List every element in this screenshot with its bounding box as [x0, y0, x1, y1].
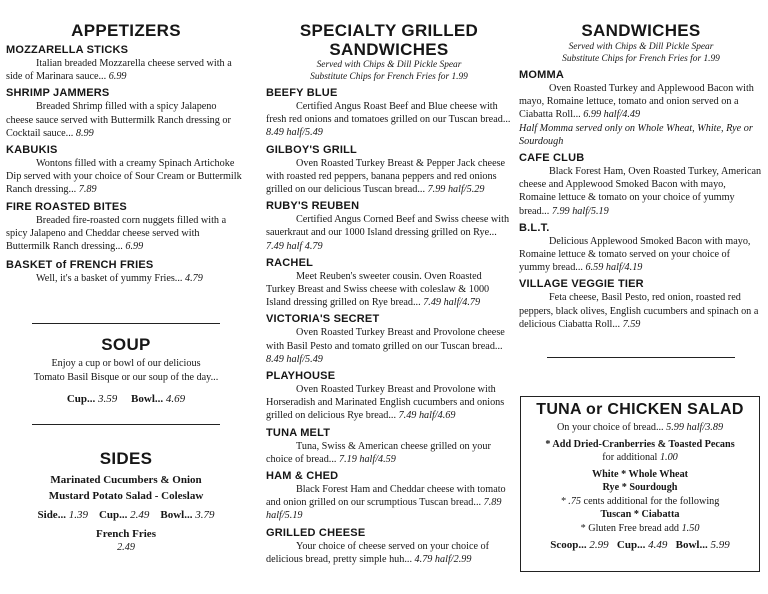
sides-fries: French Fries: [96, 527, 156, 540]
menu-item: [519, 222, 763, 275]
item-price: 7.49 half 4.79: [266, 240, 323, 252]
item-name: RUBY'S REUBEN: [266, 200, 360, 213]
salad-bread: White * Whole Wheat: [591, 468, 689, 480]
salad-gluten: * Gluten Free bread add 1.50: [580, 522, 700, 534]
item-desc: Black Forest Ham and Cheddar cheese with tomato and onion grilled on our scrumptious Tuscan bread... 7.89 half/5.19: [266, 484, 506, 522]
item-price: 7.59: [622, 318, 641, 330]
item-desc: Well, it's a basket of yummy Fries... 4.79: [36, 273, 203, 285]
salad-line: On your choice of bread... 5.99 half/3.89: [556, 422, 724, 433]
item-price: 7.99 half/5.19: [551, 205, 609, 217]
item-price: 6.99: [125, 241, 144, 253]
column-left: [6, 0, 246, 554]
item-desc: Your choice of cheese served on your choice of delicious bread, pretty simple huh... 4.79 half/2.99: [266, 540, 490, 565]
soup-desc: Enjoy a cup or bowl of our delicious Tomato Basil Bisque or our soup of the day...: [33, 358, 219, 383]
salad-prices: Scoop... 2.99 Cup... 4.49 Bowl... 5.99: [550, 539, 730, 551]
menu-item: [266, 527, 512, 566]
item-price: 6.99 half/4.49: [583, 109, 641, 121]
salad-box: [520, 396, 760, 572]
sides-fries-price: 2.49: [117, 541, 135, 553]
salad-extra: * .75 cents additional for the following: [560, 495, 720, 507]
item-desc: Oven Roasted Turkey Breast and Provolone cheese with Basil Pesto and tomato grilled on our Tuscan bread... 8.49 half/5.49: [266, 327, 505, 365]
item-price: 7.89 half/5.19: [266, 497, 502, 522]
item-name: VICTORIA'S SECRET: [266, 313, 380, 326]
salad-addon-price: for additional 1.00: [602, 452, 678, 463]
column-right: [519, 0, 763, 358]
item-name: CAFE CLUB: [519, 152, 585, 165]
menu-item: [266, 313, 512, 366]
sandwiches-title: SANDWICHES: [581, 21, 701, 40]
item-name: BASKET of FRENCH FRIES: [6, 259, 154, 272]
salad-title: TUNA or CHICKEN SALAD: [536, 401, 744, 418]
sides-line: Mustard Potato Salad - Coleslaw: [48, 490, 204, 503]
specialty-title: SPECIALTY GRILLED SANDWICHES: [299, 21, 479, 59]
item-desc: Feta cheese, Basil Pesto, red onion, roasted red peppers, black olives, English cucumbers and spinach on a delicious Ciabatta Roll... 7.59: [519, 292, 759, 330]
item-name: GRILLED CHEESE: [266, 526, 366, 539]
item-desc: Wontons filled with a creamy Spinach Artichoke Dip served with your choice of Sour Cream or Buttermilk Ranch dressing... 7.89: [6, 158, 242, 196]
item-name: TUNA MELT: [266, 426, 331, 439]
item-desc: Italian breaded Mozzarella cheese served with a side of Marinara sauce... 6.99: [6, 58, 232, 83]
menu-item: [266, 144, 512, 197]
sides-title: SIDES: [99, 449, 153, 469]
menu-item: [519, 152, 763, 218]
item-desc: Black Forest Ham, Oven Roasted Turkey, American cheese and Applewood Smoked Bacon with mayo, Romaine lettuce & tomato on your choice of yummy bread... 7.99 half/5.19: [519, 166, 762, 217]
soup-title: SOUP: [101, 335, 151, 355]
menu-item: [6, 87, 246, 140]
item-name: RACHEL: [266, 256, 314, 269]
menu-item: [266, 257, 512, 310]
soup-prices: Cup... 3.59 Bowl... 4.69: [66, 392, 186, 405]
salad-addon: * Add Dried-Cranberries & Toasted Pecans: [545, 438, 735, 450]
item-name: B.L.T.: [519, 221, 550, 234]
item-name: GILBOY'S GRILL: [266, 143, 357, 156]
item-name: FIRE ROASTED BITES: [6, 200, 127, 213]
item-price: 4.79: [185, 273, 203, 285]
item-name: VILLAGE VEGGIE TIER: [519, 278, 644, 291]
sides-line: Marinated Cucumbers & Onion: [50, 474, 202, 487]
item-desc: Oven Roasted Turkey Breast & Pepper Jack cheese with roasted red peppers, banana peppers and red onions grilled on our delicious Tuscan bread... 7.99 half/5.29: [266, 157, 506, 196]
item-price: 8.99: [75, 127, 94, 139]
item-desc: Certified Angus Roast Beef and Blue cheese with fresh red onions and tomatoes grilled on our Tuscan bread... 8.49 half/5.49: [266, 101, 511, 139]
item-desc: Delicious Applewood Smoked Bacon with mayo, Romaine lettuce & tomato served on your choice of yummy bread... 6.59 half/4.19: [519, 235, 751, 274]
menu-item: [519, 69, 763, 148]
item-price: 6.99: [108, 71, 127, 83]
column-middle: [266, 0, 512, 566]
item-price: 7.49 half/4.69: [398, 410, 456, 422]
menu-item: [266, 370, 512, 423]
item-price: 6.59 half/4.19: [585, 262, 643, 274]
item-price: 8.49 half/5.49: [266, 353, 323, 365]
item-desc: Breaded fire-roasted corn nuggets filled with a spicy Jalapeno and Cheddar cheese served with Buttermilk Ranch dressing... 6.99: [6, 214, 227, 253]
menu-item: [266, 87, 512, 140]
menu-item: [6, 259, 246, 285]
item-price: 8.49 half/5.49: [266, 127, 323, 139]
item-price: 7.99 half/5.29: [427, 184, 485, 196]
item-name: MOZZARELLA STICKS: [6, 44, 129, 56]
item-desc: Meet Reuben's sweeter cousin. Oven Roasted Turkey Breast and Swiss cheese with coleslaw & 1000 Island dressing grilled on Rye bread... 7.49 half/4.79: [266, 270, 490, 309]
item-desc: Oven Roasted Turkey and Applewood Bacon with mayo, Romaine lettuce, tomato and onion served on a Ciabatta Roll... 6.99 half/4.49: [519, 83, 754, 121]
menu-item: [6, 201, 246, 254]
item-desc: Certified Angus Corned Beef and Swiss cheese with sauerkraut and our 1000 Island dressing grilled on Rye... 7.49 half 4.79: [266, 214, 510, 252]
item-price: 7.19 half/4.59: [338, 453, 396, 465]
item-price: 7.49 half/4.79: [423, 297, 481, 309]
appetizers-title: APPETIZERS: [71, 21, 181, 40]
momma-note: Half Momma served only on Whole Wheat, White, Rye or Sourdough: [519, 122, 753, 147]
menu-item: [6, 44, 246, 83]
menu-item: [6, 144, 246, 197]
menu-item: [266, 470, 512, 523]
divider: [32, 424, 220, 425]
sides-prices: Side... 1.39 Cup... 2.49 Bowl... 3.79: [37, 509, 215, 522]
item-price: 7.89: [78, 184, 97, 196]
item-name: PLAYHOUSE: [266, 370, 336, 383]
menu-item: [266, 427, 512, 466]
item-name: KABUKIS: [6, 144, 58, 157]
item-price: 4.79 half/2.99: [414, 553, 472, 565]
divider: [32, 323, 220, 324]
divider: [547, 357, 735, 358]
item-desc: Tuna, Swiss & American cheese grilled on your choice of bread... 7.19 half/4.59: [266, 440, 491, 465]
item-desc: Oven Roasted Turkey Breast and Provolone with Horseradish and Marinated English cucumbers and onions grilled on delicious Rye bread... 7.49 half/4.69: [266, 384, 505, 422]
sandwiches-subtitle: Served with Chips & Dill Pickle Spear Substitute Chips for French Fries for 1.99: [562, 42, 720, 64]
menu-item: [266, 200, 512, 253]
item-desc: Breaded Shrimp filled with a spicy Jalapeno cheese sauce served with Buttermilk Ranch dressing or Cocktail sauce... 8.99: [6, 101, 231, 139]
item-name: MOMMA: [519, 69, 564, 81]
menu-item: [519, 278, 763, 331]
item-name: SHRIMP JAMMERS: [6, 87, 110, 100]
specialty-subtitle: Served with Chips & Dill Pickle Spear Substitute Chips for French Fries for 1.99: [310, 60, 468, 82]
item-name: BEEFY BLUE: [266, 87, 338, 99]
salad-bread: Rye * Sourdough: [602, 482, 678, 493]
item-name: HAM & CHED: [266, 470, 339, 483]
salad-bread: Tuscan * Ciabatta: [600, 509, 680, 520]
